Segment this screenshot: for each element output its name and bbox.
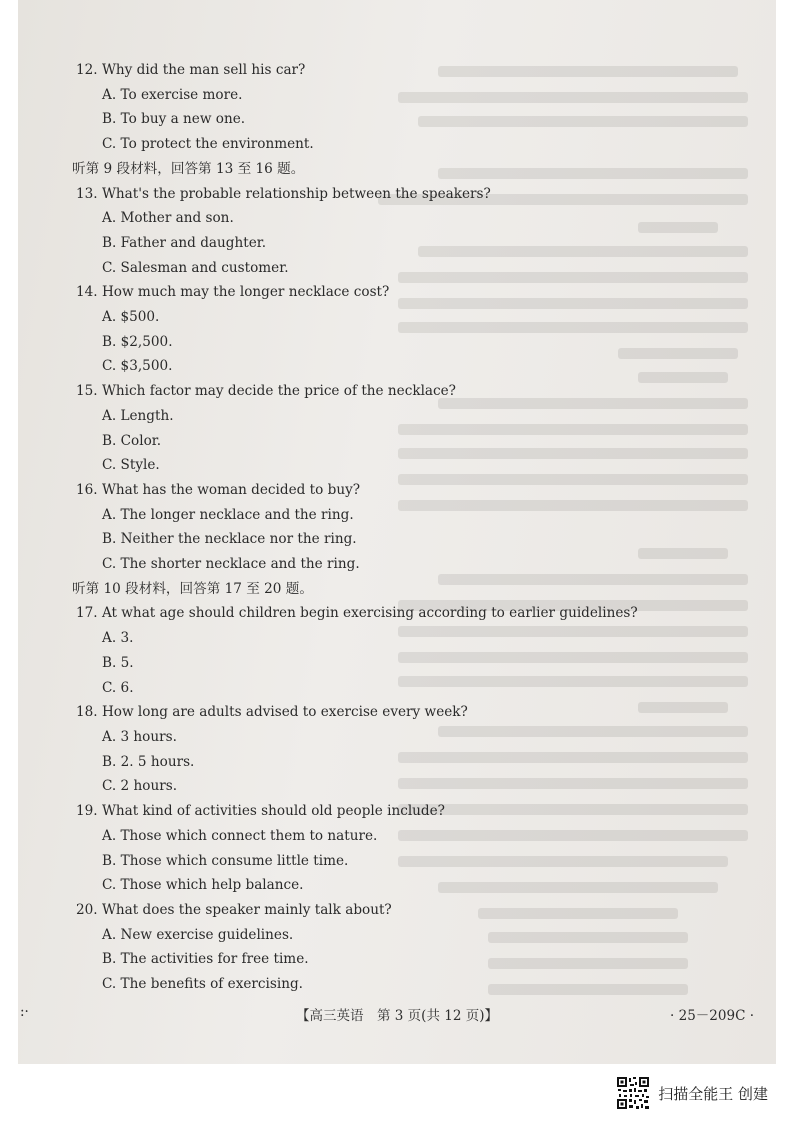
qr-code-icon	[616, 1076, 650, 1110]
answer-option: A. 3.	[102, 630, 134, 647]
question-text: 13. What's the probable relationship between the speakers?	[76, 185, 491, 202]
answer-option: C. 2 hours.	[102, 778, 178, 795]
answer-option: C. To protect the environment.	[102, 136, 314, 153]
answer-option: A. Those which connect them to nature.	[102, 827, 378, 844]
answer-option: A. $500.	[102, 309, 160, 326]
answer-option: B. 2. 5 hours.	[102, 753, 195, 770]
footer-left-mark: :·	[20, 1004, 29, 1020]
question-text: 20. What does the speaker mainly talk about?	[76, 901, 392, 918]
section-instruction: 听第 10 段材料，回答第 17 至 20 题。	[72, 580, 313, 597]
answer-option: A. To exercise more.	[102, 86, 243, 103]
footer-page-info: 【高三英语 第 3 页(共 12 页)】	[296, 1008, 498, 1024]
answer-option: A. New exercise guidelines.	[102, 926, 294, 943]
answer-option: B. Neither the necklace nor the ring.	[102, 531, 357, 548]
answer-option: B. $2,500.	[102, 333, 173, 350]
answer-option: B. Father and daughter.	[102, 234, 267, 251]
question-text: 19. What kind of activities should old people include?	[76, 803, 445, 820]
answer-option: A. Length.	[102, 407, 174, 424]
footer-exam-code: · 25－209C ·	[670, 1008, 754, 1024]
answer-option: B. To buy a new one.	[102, 111, 246, 128]
question-text: 12. Why did the man sell his car?	[76, 62, 306, 78]
answer-option: A. 3 hours.	[102, 728, 177, 745]
answer-option: C. Salesman and customer.	[102, 259, 289, 276]
answer-option: B. The activities for free time.	[102, 951, 309, 968]
answer-option: C. Style.	[102, 457, 160, 474]
question-text: 15. Which factor may decide the price of the necklace?	[76, 383, 456, 400]
answer-option: B. Those which consume little time.	[102, 852, 349, 869]
question-text: 16. What has the woman decided to buy?	[76, 481, 361, 498]
question-text: 17. At what age should children begin exercising according to earlier guidelines?	[76, 605, 638, 622]
section-instruction: 听第 9 段材料，回答第 13 至 16 题。	[72, 160, 305, 177]
question-text: 18. How long are adults advised to exercise every week?	[76, 704, 468, 721]
page-footer	[18, 1000, 776, 1030]
answer-option: C. $3,500.	[102, 358, 173, 375]
answer-option: C. The shorter necklace and the ring.	[102, 556, 360, 573]
question-text: 14. How much may the longer necklace cost?	[76, 284, 390, 301]
answer-option: B. 5.	[102, 654, 134, 671]
listening-questions	[72, 58, 726, 997]
watermark-text: 扫描全能王 创建	[658, 1084, 768, 1103]
answer-option: C. Those which help balance.	[102, 877, 304, 894]
camscanner-watermark	[616, 1076, 768, 1110]
answer-option: C. 6.	[102, 679, 134, 696]
scanned-page-photo	[18, 0, 776, 1064]
answer-option: A. Mother and son.	[102, 210, 234, 227]
answer-option: B. Color.	[102, 432, 162, 449]
answer-option: C. The benefits of exercising.	[102, 976, 303, 993]
answer-option: A. The longer necklace and the ring.	[102, 506, 354, 523]
